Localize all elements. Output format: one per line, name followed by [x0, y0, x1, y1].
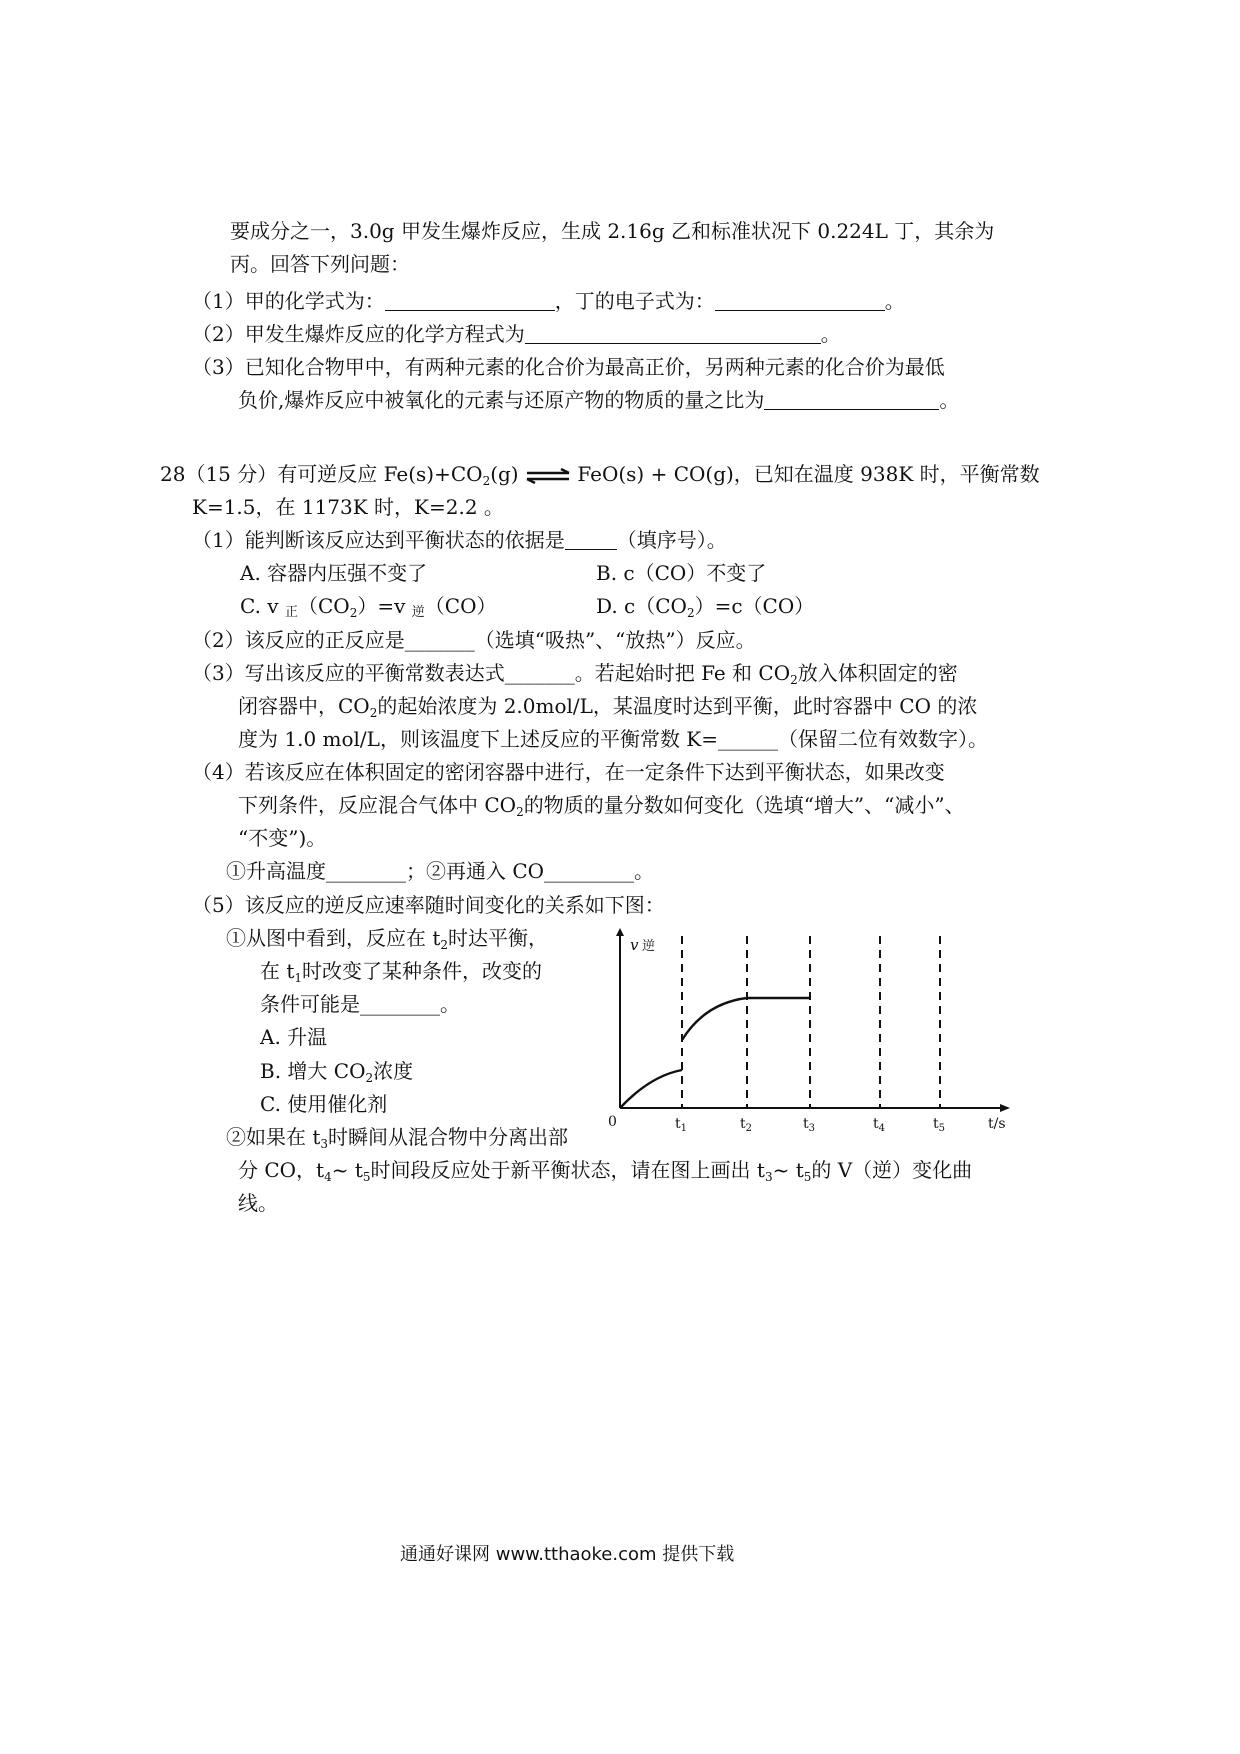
equilibrium-arrow-icon: [525, 468, 571, 484]
answer-blank[interactable]: [385, 290, 555, 311]
q28-part-5-line-1: （5）该反应的逆反应速率随时间变化的关系如下图：: [192, 893, 665, 917]
tick-label-t4: $t_4$: [873, 1116, 886, 1134]
q28-header-line-2: K=1.5，在 1173K 时，K=2.2 。: [192, 495, 504, 519]
y-axis-arrow-icon: [616, 928, 624, 936]
q28-part-4-line-2: 下列条件，反应混合气体中 $CO_2$的物质的量分数如何变化（选填“增大”、“减小”、: [238, 793, 965, 819]
intro-line-1: 要成分之一，3.0g 甲发生爆炸反应，生成 2.16g 乙和标准状况下 0.224L 丁，其余为: [230, 219, 995, 243]
q28-part-5-sub-2: 在 $t_1$时改变了某种条件，改变的: [260, 959, 543, 985]
y-axis-label: v: [630, 936, 639, 954]
q28-header-line-1: 28（15 分）有可逆反应 $Fe(s)+CO_2(g) FeO(s) + CO(g)$，已知在温度 938K 时，平衡常数: [160, 462, 1040, 488]
tick-label-t3: $t_3$: [803, 1116, 816, 1134]
q28-part-5-sub-1: ①从图中看到，反应在 $t_2$时达平衡，: [226, 926, 549, 952]
answer-blank[interactable]: [715, 290, 885, 311]
q27-part-3-line-2: 负价,爆炸反应中被氧化的元素与还原产物的物质的量之比为 。: [238, 388, 960, 412]
q28-part-3-line-2: 闭容器中，$CO_2$的起始浓度为 2.0mol/L，某温度时达到平衡，此时容器中 CO 的浓: [238, 694, 978, 720]
origin-label: 0: [608, 1114, 617, 1130]
q28-part-5-option-a: A. 升温: [260, 1025, 328, 1049]
option-d: D. $c(CO_2)=c(CO)$: [596, 594, 815, 620]
tick-label-t1: $t_1$: [675, 1116, 688, 1134]
tick-label-t5: $t_5$: [933, 1116, 946, 1134]
q28-part-3-line-3: 度为 1.0 mol/L，则该温度下上述反应的平衡常数 K=______（保留二位有效数字）。: [238, 727, 988, 751]
rate-curve-t1-t2: [682, 998, 747, 1040]
q27-part-2: （2）甲发生爆炸反应的化学方程式为 。: [192, 322, 841, 346]
rate-curve-0-t1: [620, 1070, 682, 1108]
option-b: B. c（CO）不变了: [596, 561, 767, 585]
answer-blank[interactable]: [565, 529, 617, 550]
answer-blank[interactable]: [764, 389, 939, 410]
q27-part-1: （1）甲的化学式为： ，丁的电子式为： 。: [192, 289, 905, 313]
q28-part-2: （2）该反应的正反应是_______（选填“吸热”、“放热”）反应。: [192, 628, 756, 652]
intro-line-2: 丙。回答下列问题：: [230, 252, 410, 276]
q28-part-4-line-4: ①升高温度________；②再通入 CO_________。: [226, 859, 655, 883]
q28-part-4-line-1: （4）若该反应在体积固定的密闭容器中进行，在一定条件下达到平衡状态，如果改变: [192, 760, 945, 784]
q27-part-3-line-1: （3）已知化合物甲中，有两种元素的化合价为最高正价，另两种元素的化合价为最低: [192, 355, 945, 379]
reverse-rate-chart: [610, 928, 1020, 1138]
q28-part-1: （1）能判断该反应达到平衡状态的依据是 （填序号）。: [192, 528, 727, 552]
q28-part-5-option-b: B. 增大 $CO_2$浓度: [260, 1059, 414, 1085]
q28-part-5-q2-line-3: 线。: [238, 1191, 278, 1215]
y-axis-label-sub: 逆: [642, 939, 656, 954]
q28-part-5-sub-3: 条件可能是________。: [260, 992, 460, 1016]
q28-part-5-option-c: C. 使用催化剂: [260, 1092, 388, 1116]
option-c: C. v 正$(CO_2)=v$ 逆（CO）: [240, 594, 497, 620]
tick-label-t2: $t_2$: [740, 1116, 753, 1134]
x-axis-arrow-icon: [1000, 1104, 1010, 1112]
option-a: A. 容器内压强不变了: [240, 561, 428, 585]
answer-blank[interactable]: [525, 323, 821, 344]
q28-part-5-q2-line-2: 分 CO，$t_4\sim$ $t_5$时间段反应处于新平衡状态，请在图上画出 $t_3\sim$ $t_5$的 V（逆）变化曲: [238, 1158, 973, 1184]
q28-part-4-line-3: “不变”)。: [238, 826, 327, 850]
q28-part-5-q2-line-1: ②如果在 $t_3$时瞬间从混合物中分离出部: [226, 1125, 569, 1151]
q28-part-3-line-1: （3）写出该反应的平衡常数表达式_______。若起始时把 Fe 和 $CO_2$放入体积固定的密: [192, 661, 958, 687]
page-footer: 通通好课网 www.tthaoke.com 提供下载: [400, 1544, 735, 1565]
x-axis-label: t/s: [988, 1116, 1006, 1132]
